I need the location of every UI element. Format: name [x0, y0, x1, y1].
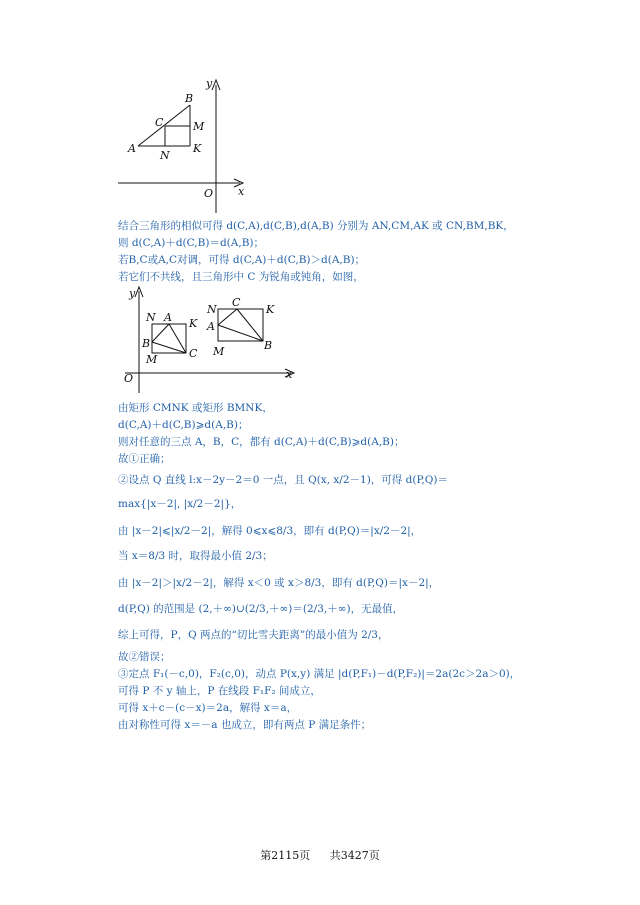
text-line-18: 可得 P 不 y 轴上，P 在线段 F₁F₂ 间成立，	[118, 685, 321, 697]
text-line-10: max{|x－2|, |x/2－2|}，	[118, 498, 242, 510]
fig1-label-y: y	[206, 77, 213, 90]
fig2-label-y: y	[129, 287, 136, 300]
fig1-label-o: O	[204, 187, 214, 200]
text-line-8: 故①正确；	[118, 453, 171, 465]
fig1-label-n: N	[160, 149, 170, 162]
text-line-3: 若B,C或A,C对调，可得 d(C,A)＋d(C,B)＞d(A,B)；	[118, 254, 366, 266]
fig1-label-a: A	[128, 142, 136, 155]
fig2-label-n-left: N	[146, 311, 156, 324]
fig2-label-m-left: M	[146, 353, 158, 366]
fig2-label-a-left: A	[164, 311, 172, 324]
text-line-17: ③定点 F₁(－c,0)，F₂(c,0)，动点 P(x,y) 满足 |d(P,F₁)－d(P,F₂)|＝2a(2c＞2a＞0)，	[118, 668, 521, 680]
text-line-6: d(C,A)＋d(C,B)⩾d(A,B)；	[118, 419, 249, 431]
fig2-label-x: x	[286, 368, 293, 381]
text-line-12: 当 x＝8/3 时，取得最小值 2/3；	[118, 550, 273, 562]
page-footer	[0, 847, 640, 863]
footer-total-pages: 共3427页	[329, 849, 380, 862]
fig2-label-k-left: K	[189, 317, 198, 330]
figure-1-svg	[110, 75, 260, 215]
fig2-label-b-left: B	[142, 337, 151, 350]
figure-2	[115, 285, 300, 395]
fig2-label-c-right: C	[232, 296, 241, 309]
fig2-label-m-right: M	[213, 345, 225, 358]
fig1-label-x: x	[238, 185, 245, 198]
fig1-label-k: K	[193, 142, 202, 155]
text-line-19: 可得 x＋c－(c－x)＝2a，解得 x＝a，	[118, 702, 298, 714]
text-line-7: 则对任意的三点 A，B，C，都有 d(C,A)＋d(C,B)⩾d(A,B)；	[118, 436, 405, 448]
figure-2-svg	[115, 285, 300, 395]
fig2-label-a-right: A	[207, 320, 215, 333]
text-line-5: 由矩形 CMNK 或矩形 BMNK，	[118, 402, 273, 414]
text-line-2: 则 d(C,A)＋d(C,B)＝d(A,B)；	[118, 237, 265, 249]
fig2-label-c-left: C	[189, 347, 198, 360]
text-line-16: 故②错误；	[118, 651, 171, 663]
text-line-1: 结合三角形的相似可得 d(C,A),d(C,B),d(A,B) 分别为 AN,CM,AK 或 CN,BM,BK，	[118, 220, 514, 232]
text-line-11: 由 |x－2|⩽|x/2－2|，解得 0⩽x⩽8/3，即有 d(P,Q)＝|x/2－2|，	[118, 525, 422, 537]
figure-1	[110, 75, 260, 215]
text-line-20: 由对称性可得 x＝－a 也成立，即有两点 P 满足条件；	[118, 719, 372, 731]
fig1-label-c: C	[155, 116, 164, 129]
text-line-4: 若它们不共线，且三角形中 C 为锐角或钝角，如图，	[118, 271, 364, 283]
text-line-9: ②设点 Q 直线 l:x－2y－2＝0 一点，且 Q(x, x/2－1)，可得 d(P,Q)＝	[118, 474, 448, 486]
text-line-13: 由 |x－2|＞|x/2－2|，解得 x＜0 或 x＞8/3，即有 d(P,Q)＝|x－2|，	[118, 577, 440, 589]
fig2-label-o: O	[124, 372, 134, 385]
fig1-label-b: B	[185, 92, 194, 105]
fig2-label-n-right: N	[207, 303, 217, 316]
fig1-label-m: M	[193, 120, 205, 133]
text-line-14: d(P,Q) 的范围是 (2,＋∞)∪(2/3,＋∞)＝(2/3,＋∞)，无最值，	[118, 603, 404, 615]
text-line-15: 综上可得，P，Q 两点的“切比雪夫距离”的最小值为 2/3，	[118, 629, 389, 641]
fig2-label-k-right: K	[266, 303, 275, 316]
fig2-label-b-right: B	[264, 339, 273, 352]
footer-page-number: 第2115页	[260, 849, 311, 862]
